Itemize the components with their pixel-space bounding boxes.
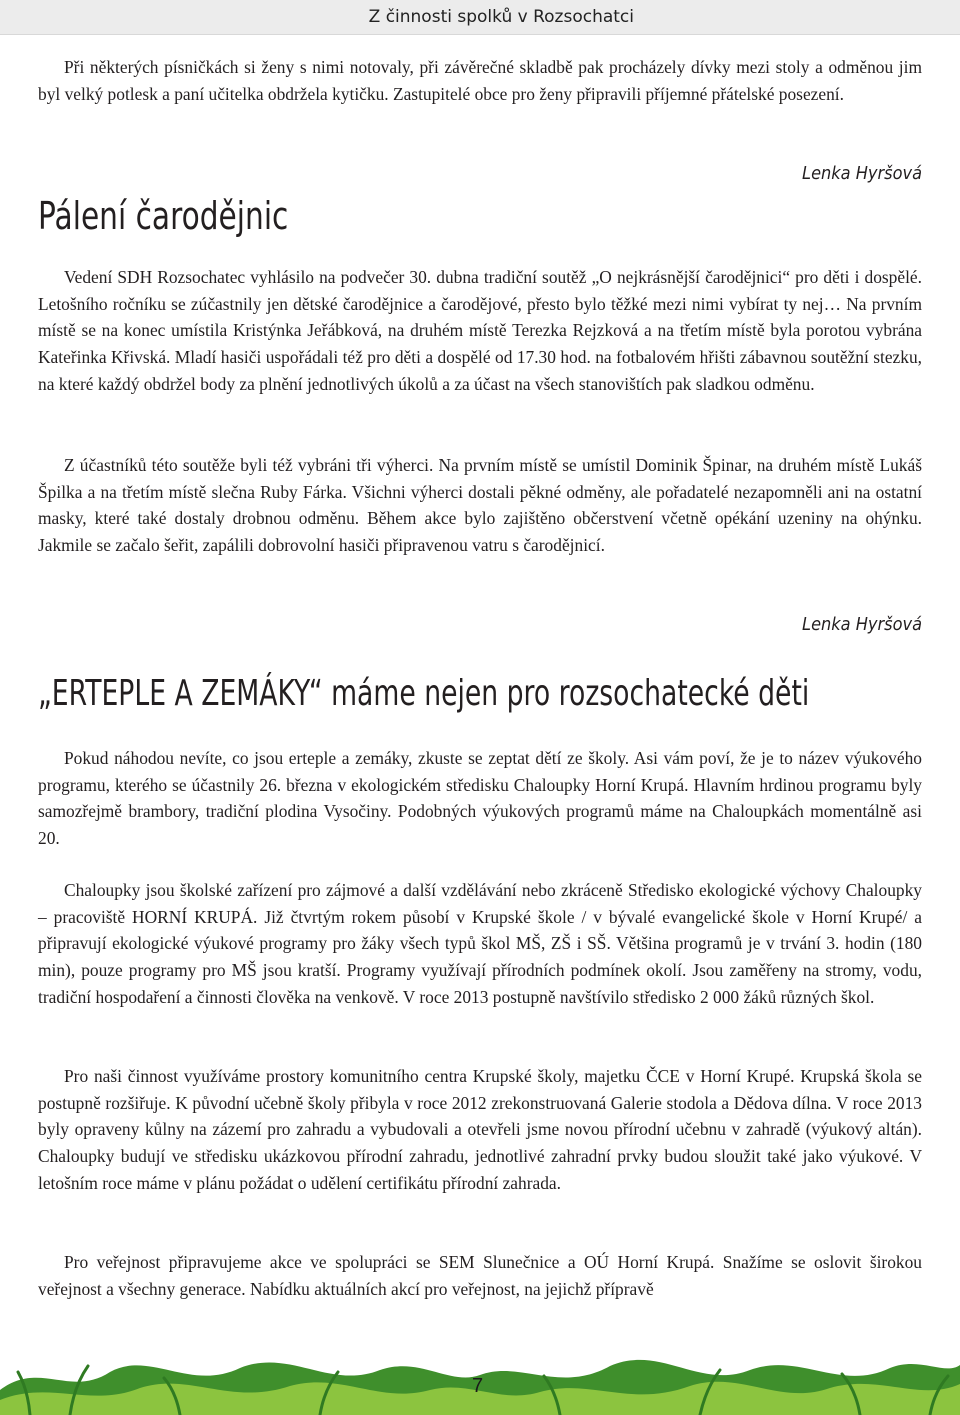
article1-paragraph-2: Z účastníků této soutěže byli též vybráni tři výherci. Na prvním místě se umístil Dominik Špinar, na druhém místě Lukáš Špilka a na třetím místě slečna Ruby Fárka. Všichni výherci dostali pěkné odměny, ale pořadatelé nezapomněli ani na ostatní masky, které také dostaly drobnou odměnu. Během akce bylo zajištěno občerstvení včetně opékání uzeniny na ohýnku. Jakmile se začalo šeřit, zapálili dobrovolní hasiči připravenou vatru s čarodějnicí.: [38, 455, 922, 556]
grass-decoration: [0, 1320, 960, 1415]
intro-paragraph: Při některých písničkách si ženy s nimi notovaly, při závěrečné skladbě pak procházely dívky mezi stoly a odměnou jim byl velký potlesk a paní učitelka obdržela kytičku. Zastupitelé obce pro ženy připravili příjemné přátelské posezení.: [38, 57, 922, 104]
page-number: 7: [472, 1375, 484, 1397]
article2-paragraph-3: Pro naši činnost využíváme prostory komunitního centra Krupské školy, majetku ČCE v Horní Krupé. Krupská škola se postupně rozšiřuje. K původní učebně školy přibyla v roce 2012 zrekonstruovaná Galerie stodola a Dědova dílna. V roce 2013 byly opraveny kůlny na zázemí pro zahradu a vybudovali a otevřeli jsme novou přírodní učebnu v zahradě (výukový altán). Chaloupky budují ve středisku ukázkovou přírodní zahradu, jednotlivé zahradní prvky budou sloužit také jako výukové. V letošním roce máme v plánu požádat o udělení certifikátu přírodní zahrada.: [38, 1066, 922, 1193]
article1-title: Pálení čarodějnic: [38, 194, 289, 238]
article2-title: „ERTEPLE A ZEMÁKY“ máme nejen pro rozsochatecké děti: [38, 673, 810, 714]
article1-author: Lenka Hyršová: [802, 163, 922, 184]
running-header: [0, 0, 960, 35]
article2-paragraph-2: Chaloupky jsou školské zařízení pro zájmové a další vzdělávání nebo zkráceně Středisko ekologické výchovy Chaloupky – pracoviště HORNÍ KRUPÁ. Již čtvrtým rokem působí v Krupské škole / v bývalé evangelické škole v Horní Krupé/ a připravují ekologické výukové programy pro žáky všech typů škol MŠ, ZŠ i SŠ. Většina programů je v trvání 3. hodin (180 min), pouze programy pro MŠ jsou kratší. Programy využívají přírodních podmínek okolí. Jsou zaměřeny na stromy, vodu, tradiční hospodaření a činnosti člověka na venkově. V roce 2013 postupně navštívilo středisko 2 000 žáků různých škol.: [38, 880, 922, 1007]
article2-author: Lenka Hyršová: [802, 614, 922, 635]
article2-paragraph-4: Pro veřejnost připravujeme akce ve spolupráci se SEM Slunečnice a OÚ Horní Krupá. Snažíme se oslovit širokou veřejnost a všechny generace. Nabídku aktuálních akcí pro veřejnost, na jejichž přípravě: [38, 1252, 922, 1299]
article1-paragraph-1: Vedení SDH Rozsochatec vyhlásilo na podvečer 30. dubna tradiční soutěž „O nejkrásnější čarodějnici“ pro děti i dospělé. Letošního ročníku se zúčastnily jen dětské čarodějnice a čarodějové, přesto bylo těžké mezi nimi vybírat ty nej… Na prvním místě se na konec umístila Kristýnka Jeřábková, na druhém místě Terezka Rejzková a na třetím místě byla porotou vybrána Kateřinka Křivská. Mladí hasiči uspořádali též pro děti a dospělé od 17.30 hod. na fotbalovém hřišti zábavnou soutěžní stezku, na které každý obdržel body za plnění jednotlivých úkolů a za účast na všech stanovištích pak sladkou odměnu.: [38, 267, 922, 394]
running-header-title: Z činnosti spolků v Rozsochatci: [368, 7, 634, 27]
article2-paragraph-1: Pokud náhodou nevíte, co jsou erteple a zemáky, zkuste se zeptat dětí ze školy. Asi vám poví, že je to název výukového programu, kterého se účastnily 26. března v ekologickém středisku Chaloupky Horní Krupá. Hlavním hrdinou programu byly samozřejmě brambory, tradiční plodina Vysočiny. Podobných výukových programů máme na Chaloupkách momentálně asi 20.: [38, 748, 922, 849]
